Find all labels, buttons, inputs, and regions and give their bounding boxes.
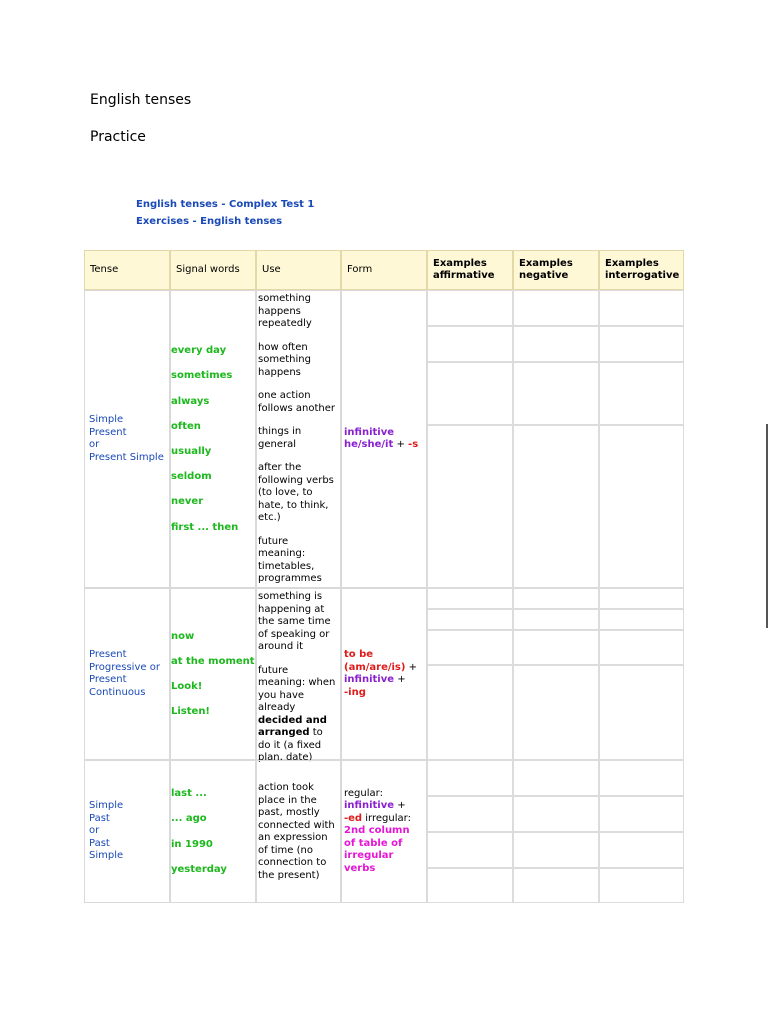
example-cell[interactable] bbox=[599, 588, 684, 609]
example-cell[interactable] bbox=[513, 425, 599, 588]
tense-line: Present bbox=[89, 674, 127, 685]
form-plus: + bbox=[408, 661, 418, 673]
example-cell[interactable] bbox=[513, 609, 599, 630]
example-cell[interactable] bbox=[599, 868, 684, 903]
tense-line: Progressive or bbox=[89, 661, 160, 673]
example-cell[interactable] bbox=[513, 290, 599, 326]
header-signal-words: Signal words bbox=[170, 250, 256, 290]
example-cell[interactable] bbox=[513, 665, 599, 760]
header-use: Use bbox=[256, 250, 341, 290]
example-cell[interactable] bbox=[599, 760, 684, 796]
example-cell[interactable] bbox=[427, 362, 513, 425]
use-item: future meaning: timetables, programmes bbox=[258, 535, 322, 584]
form-present-progressive bbox=[341, 588, 427, 760]
tense-line: Continuous bbox=[89, 686, 146, 698]
form-plus: + bbox=[396, 439, 405, 450]
example-cell[interactable] bbox=[513, 326, 599, 362]
tense-line: or bbox=[89, 825, 100, 837]
use-simple-present bbox=[256, 290, 341, 588]
header-examples-affirmative: Examples affirmative bbox=[427, 250, 513, 290]
form-simple-past bbox=[341, 760, 427, 903]
signal-word: every day bbox=[171, 345, 227, 357]
signal-word: seldom bbox=[171, 471, 212, 483]
use-item-bold: decided and arranged bbox=[258, 714, 327, 738]
example-cell[interactable] bbox=[427, 760, 513, 796]
signal-word: first ... then bbox=[171, 521, 239, 533]
example-cell[interactable] bbox=[427, 290, 513, 326]
tense-simple-present bbox=[84, 290, 170, 588]
example-cell[interactable] bbox=[599, 665, 684, 760]
form-suffix-ing: -ing bbox=[344, 686, 366, 698]
signal-word: Look! bbox=[171, 681, 203, 692]
signal-word: last ... bbox=[171, 788, 207, 800]
example-cell[interactable] bbox=[513, 630, 599, 665]
form-regular-label: regular: bbox=[344, 787, 383, 799]
example-cell[interactable] bbox=[599, 425, 684, 588]
tense-line: Present bbox=[89, 649, 127, 660]
use-item: to do it (a fixed plan, date) bbox=[258, 727, 323, 763]
form-infinitive: infinitive bbox=[344, 674, 395, 685]
tense-line: or bbox=[89, 439, 100, 450]
example-cell[interactable] bbox=[599, 630, 684, 665]
tense-present-progressive bbox=[84, 588, 170, 760]
form-suffix-s: -s bbox=[408, 439, 419, 450]
example-cell[interactable] bbox=[427, 796, 513, 832]
form-to-be: to be bbox=[344, 649, 374, 660]
example-cell[interactable] bbox=[599, 326, 684, 362]
form-suffix-ed: -ed bbox=[344, 812, 363, 824]
header-examples-interrogative: Examples interrogative bbox=[599, 250, 684, 290]
example-cell[interactable] bbox=[427, 425, 513, 588]
example-cell[interactable] bbox=[427, 630, 513, 665]
signal-words-simple-past bbox=[170, 760, 256, 903]
example-cell[interactable] bbox=[513, 796, 599, 832]
example-cell[interactable] bbox=[599, 362, 684, 425]
signal-word: ... ago bbox=[171, 813, 207, 825]
form-am-are-is: (am/are/is) bbox=[344, 661, 406, 673]
use-item: how often something happens bbox=[258, 341, 311, 378]
example-cell[interactable] bbox=[599, 796, 684, 832]
signal-word: yesterday bbox=[171, 863, 227, 875]
header-form: Form bbox=[341, 250, 427, 290]
example-cell[interactable] bbox=[513, 760, 599, 796]
form-he-she-it: he/she/it bbox=[344, 439, 394, 450]
example-cell[interactable] bbox=[513, 868, 599, 903]
signal-word: now bbox=[171, 630, 195, 642]
signal-word: never bbox=[171, 496, 204, 508]
tense-line: Present Simple bbox=[89, 451, 164, 463]
header-examples-negative: Examples negative bbox=[513, 250, 599, 290]
example-cell[interactable] bbox=[427, 665, 513, 760]
signal-words-present-progressive bbox=[170, 588, 256, 760]
form-plus: + bbox=[397, 800, 406, 812]
tense-line: Simple bbox=[89, 414, 124, 425]
page-title: English tenses bbox=[90, 92, 192, 108]
tense-line: Present bbox=[89, 426, 127, 438]
example-cell[interactable] bbox=[513, 588, 599, 609]
example-cell[interactable] bbox=[513, 362, 599, 425]
header-tense: Tense bbox=[84, 250, 170, 290]
example-cell[interactable] bbox=[599, 609, 684, 630]
tense-simple-past bbox=[84, 760, 170, 903]
example-cell[interactable] bbox=[427, 832, 513, 868]
use-item: future meaning: when you have already bbox=[258, 664, 336, 713]
use-item: something happens repeatedly bbox=[258, 293, 312, 329]
link-exercises[interactable]: Exercises - English tenses bbox=[136, 216, 283, 227]
form-infinitive: infinitive bbox=[344, 800, 395, 812]
example-cell[interactable] bbox=[599, 290, 684, 326]
signal-words-simple-present bbox=[170, 290, 256, 588]
example-cell[interactable] bbox=[427, 868, 513, 903]
signal-word: in 1990 bbox=[171, 838, 213, 850]
signal-word: sometimes bbox=[171, 370, 233, 382]
example-cell[interactable] bbox=[427, 609, 513, 630]
form-simple-present bbox=[341, 290, 427, 588]
signal-word: often bbox=[171, 420, 201, 432]
use-present-progressive bbox=[256, 588, 341, 763]
use-item: things in general bbox=[258, 426, 302, 450]
signal-word: usually bbox=[171, 446, 212, 457]
form-irregular-label: irregular: bbox=[365, 812, 411, 824]
example-cell[interactable] bbox=[513, 832, 599, 868]
form-irregular-rule: 2nd column of table of irregular verbs bbox=[344, 825, 410, 874]
use-item: something is happening at the same time of speaking or around it bbox=[258, 591, 331, 652]
form-infinitive: infinitive bbox=[344, 426, 395, 438]
link-complex-test[interactable]: English tenses - Complex Test 1 bbox=[136, 199, 315, 210]
tense-line: Simple bbox=[89, 850, 124, 862]
example-cell[interactable] bbox=[599, 832, 684, 868]
tense-line: Past bbox=[89, 812, 110, 824]
tense-line: Simple bbox=[89, 800, 124, 812]
signal-word: always bbox=[171, 395, 210, 407]
example-cell[interactable] bbox=[427, 588, 513, 609]
page-subtitle: Practice bbox=[90, 129, 146, 145]
use-item: action took place in the past, mostly connected with an expression of time (no connection to the present) bbox=[258, 782, 335, 881]
signal-word: at the moment bbox=[171, 655, 255, 667]
tense-line: Past bbox=[89, 837, 110, 849]
use-item: after the following verbs (to love, to hate, to think, etc.) bbox=[258, 462, 334, 523]
use-item: one action follows another bbox=[258, 390, 335, 414]
use-simple-past bbox=[256, 760, 341, 903]
example-cell[interactable] bbox=[427, 326, 513, 362]
signal-word: Listen! bbox=[171, 706, 210, 718]
form-plus: + bbox=[397, 674, 406, 685]
